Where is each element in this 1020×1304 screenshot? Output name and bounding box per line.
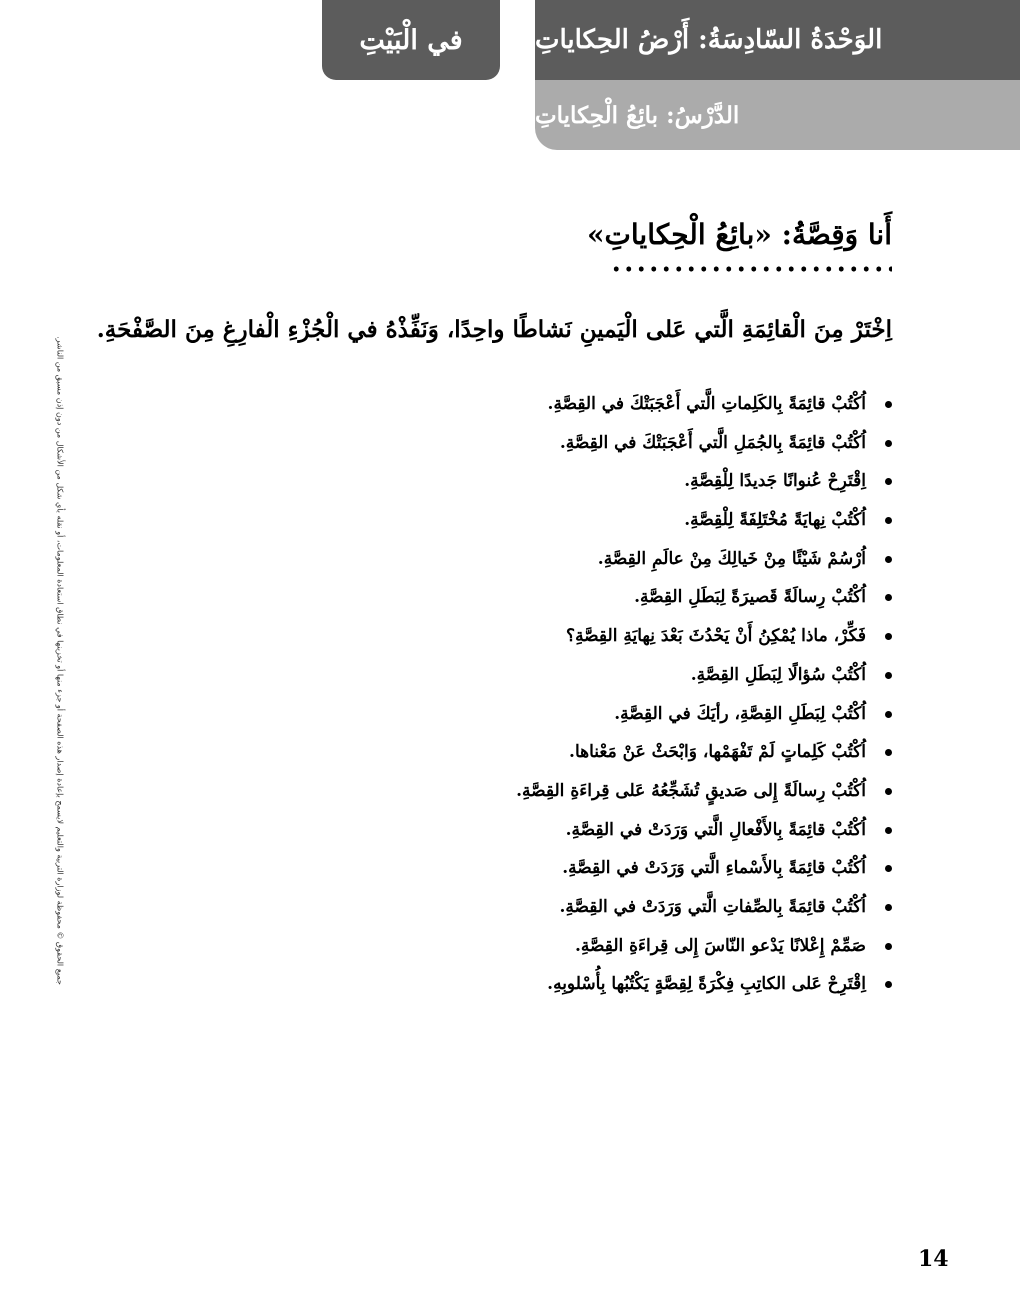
list-item: اُرْسُمْ شَيْئًا مِنْ خَيالِكَ مِنْ عالَمِ القِصَّةِ.	[516, 540, 892, 579]
list-item: اُكْتُبْ قائِمَةً بِالكَلِماتِ الَّتي أَعْجَبَتْكَ في القِصَّةِ.	[516, 385, 892, 424]
list-item: اِقْتَرِحْ عَلى الكاتِبِ فِكْرَةً لِقِصَّةٍ يَكْتُبُها بِأُسْلوبِهِ.	[516, 965, 892, 1004]
activity-list	[516, 385, 892, 1004]
list-item: اُكْتُبْ قائِمَةً بِالأَسْماءِ الَّتي وَرَدَتْ في القِصَّةِ.	[516, 849, 892, 888]
list-item: اُكْتُبْ قائِمَةً بِالأَفْعالِ الَّتي وَرَدَتْ في القِصَّةِ.	[516, 811, 892, 850]
list-item: اُكْتُبْ سُؤالًا لِبَطَلِ القِصَّةِ.	[516, 656, 892, 695]
list-item: فَكِّرْ، ماذا يُمْكِنُ أَنْ يَحْدُثَ بَعْدَ نِهايَةِ القِصَّةِ؟	[516, 617, 892, 656]
list-item: اُكْتُبْ كَلِماتٍ لَمْ تَفْهَمْها، وَابْحَثْ عَنْ مَعْناها.	[516, 733, 892, 772]
list-item: اُكْتُبْ نِهايَةً مُخْتَلِفَةً لِلْقِصَّةِ.	[516, 501, 892, 540]
list-item: صَمِّمْ إِعْلانًا يَدْعو النّاسَ إِلى قِراءَةِ القِصَّةِ.	[516, 927, 892, 966]
list-item: اُكْتُبْ رِسالَةً قَصيرَةً لِبَطَلِ القِصَّةِ.	[516, 578, 892, 617]
section-tab	[322, 0, 500, 80]
activity-instruction: اِخْتَرْ مِنَ الْقائِمَةِ الَّتي عَلى الْيَمينِ نَشاطًا واحِدًا، وَنَفِّذْهُ في الْجُزْءِ الْفارِغِ مِنَ الصَّفْحَةِ.	[96, 316, 892, 343]
activity-title: أَنا وَقِصَّةُ: «بائِعُ الْحِكاياتِ»	[587, 218, 892, 251]
list-item: اُكْتُبْ قائِمَةً بِالصِّفاتِ الَّتي وَرَدَتْ في القِصَّةِ.	[516, 888, 892, 927]
copyright-note: جميع الحقوق © محفوظة لوزارة التربية والتعليم لايسمح بإعادة إصدار هذه الصفحة أو جزء منها أو تخزينها في نطاق استعادة المعلومات، أو نقله بأي شكل من الأشكال من دون إذن مسبق من الناشر.	[55, 336, 65, 985]
list-item: اُكْتُبْ رِسالَةً إِلى صَديقٍ تُشَجِّعُهُ عَلى قِراءَةِ القِصَّةِ.	[516, 772, 892, 811]
unit-title-banner	[535, 0, 1020, 80]
dotted-underline	[610, 265, 892, 273]
list-item: اِقْتَرِحْ عُنوانًا جَديدًا لِلْقِصَّةِ.	[516, 462, 892, 501]
list-item: اُكْتُبْ لِبَطَلِ القِصَّةِ، رأيَكَ في القِصَّةِ.	[516, 695, 892, 734]
lesson-title: الدَّرْسُ: بائِعُ الْحِكاياتِ	[535, 101, 740, 129]
unit-title: الوَحْدَةُ السّادِسَةُ: أَرْضُ الحِكاياتِ	[535, 25, 883, 55]
section-tab-label: في الْبَيْتِ	[359, 24, 463, 56]
page-number: 14	[918, 1246, 949, 1272]
lesson-title-banner	[535, 80, 1020, 150]
list-item: اُكْتُبْ قائِمَةً بِالجُمَلِ الَّتي أَعْجَبَتْكَ في القِصَّةِ.	[516, 424, 892, 463]
